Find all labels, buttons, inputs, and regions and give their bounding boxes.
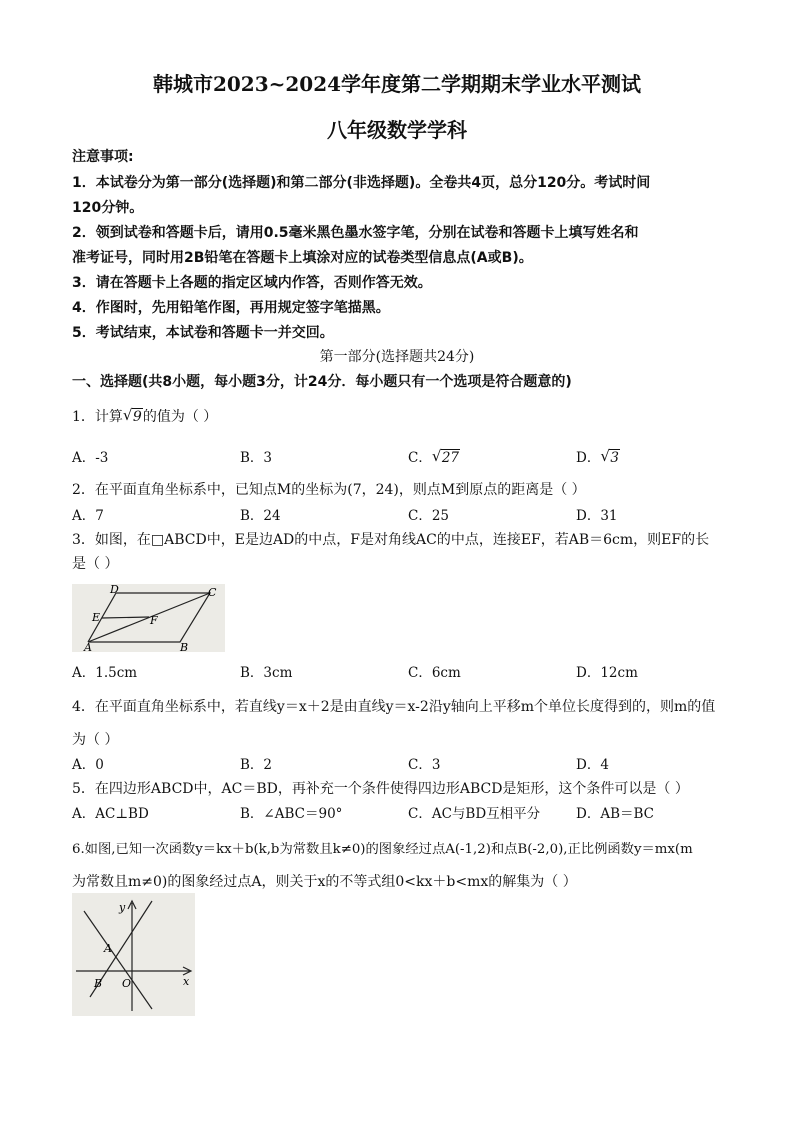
svg-text:B: B [94,977,103,990]
parallelogram-figure [72,584,225,652]
exam-subtitle: 八年级数学学科 [327,118,467,142]
q1-option-b: B．3 [240,450,273,466]
notice-item: 5．考试结束，本试卷和答题卡一并交回。 [72,325,334,341]
svg-text:A: A [84,641,92,652]
svg-text:F: F [150,614,158,627]
question-6-stem-cont: 为常数且m≠0)的图象经过点A，则关于x的不等式组0<kx＋b<mx的解集为（ ） [72,874,577,890]
q3-option-c: C．6cm [408,665,461,681]
q1-option-a: A．-3 [72,450,109,466]
exam-title: 韩城市2023~2024学年度第二学期期末学业水平测试 [152,72,642,96]
q2-option-c: C．25 [408,508,450,524]
notice-item: 2．领到试卷和答题卡后，请用0.5毫米黑色墨水签字笔，分别在试卷和答题卡上填写姓名和 [72,225,639,241]
q5-option-a: A．AC⊥BD [72,806,149,822]
svg-text:B: B [180,641,189,652]
question-2-stem: 2．在平面直角坐标系中，已知点M的坐标为(7，24)，则点M到原点的距离是（ ） [72,482,586,498]
q4-option-a: A．0 [72,757,104,773]
svg-text:x: x [183,975,190,988]
notice-heading: 注意事项: [72,149,134,165]
q4-option-c: C．3 [408,757,441,773]
question-1-stem: 1．计算 √ 9的值为（ ） [72,406,218,425]
q4-option-b: B．2 [240,757,273,773]
notice-item: 准考证号，同时用2B铅笔在答题卡上填涂对应的试卷类型信息点(A或B)。 [72,250,533,266]
notice-item: 1．本试卷分为第一部分(选择题)和第二部分(非选择题)。全卷共4页，总分120分。考试时间 [72,175,651,191]
question-5-stem: 5．在四边形ABCD中，AC＝BD，再补充一个条件使得四边形ABCD是矩形，这个条件可以是（ ） [72,781,689,797]
q2-option-d: D．31 [576,508,618,524]
question-4-stem: 4．在平面直角坐标系中，若直线y＝x＋2是由直线y＝x-2沿y轴向上平移m个单位长度得到的，则m的值 [72,699,716,715]
svg-text:D: D [110,584,119,596]
notice-item: 4．作图时，先用铅笔作图，再用规定签字笔描黑。 [72,300,390,316]
q2-option-a: A．7 [72,508,104,524]
question-3-stem: 3．如图，在□ABCD中，E是边AD的中点，F是对角线AC的中点，连接EF，若AB＝6cm，则EF的长 [72,532,710,548]
q5-option-d: D．AB＝BC [576,806,654,822]
q1-option-c: C． √ 27 [408,447,460,466]
q4-option-d: D．4 [576,757,609,773]
svg-text:A: A [104,942,112,955]
q3-option-a: A．1.5cm [72,665,138,681]
question-3-stem-cont: 是（ ） [72,556,119,572]
question-6-stem: 6.如图,已知一次函数y＝kx＋b(k,b为常数且k≠0)的图象经过点A(-1,2)和点B(-2,0),正比例函数y＝mx(m [72,842,693,857]
q1-option-d: D． √ 3 [576,447,619,466]
svg-text:y: y [119,901,126,914]
q3-option-b: B．3cm [240,665,293,681]
q5-option-c: C．AC与BD互相平分 [408,806,541,822]
svg-text:E: E [92,611,101,624]
svg-text:O: O [122,977,132,990]
notice-item: 120分钟。 [72,200,144,216]
svg-text:C: C [208,586,217,599]
question-4-stem-cont: 为（ ） [72,732,119,748]
notice-item: 3．请在答题卡上各题的指定区域内作答，否则作答无效。 [72,275,432,291]
section-heading: 一、选择题(共8小题，每小题3分，计24分．每小题只有一个选项是符合题意的) [72,374,572,390]
sqrt-expression: √ 9 [122,406,142,425]
q5-option-b: B．∠ABC＝90° [240,806,343,822]
q3-option-d: D．12cm [576,665,638,681]
part1-heading: 第一部分(选择题共24分) [319,349,475,365]
function-graph-figure [72,893,195,1016]
q2-option-b: B．24 [240,508,281,524]
